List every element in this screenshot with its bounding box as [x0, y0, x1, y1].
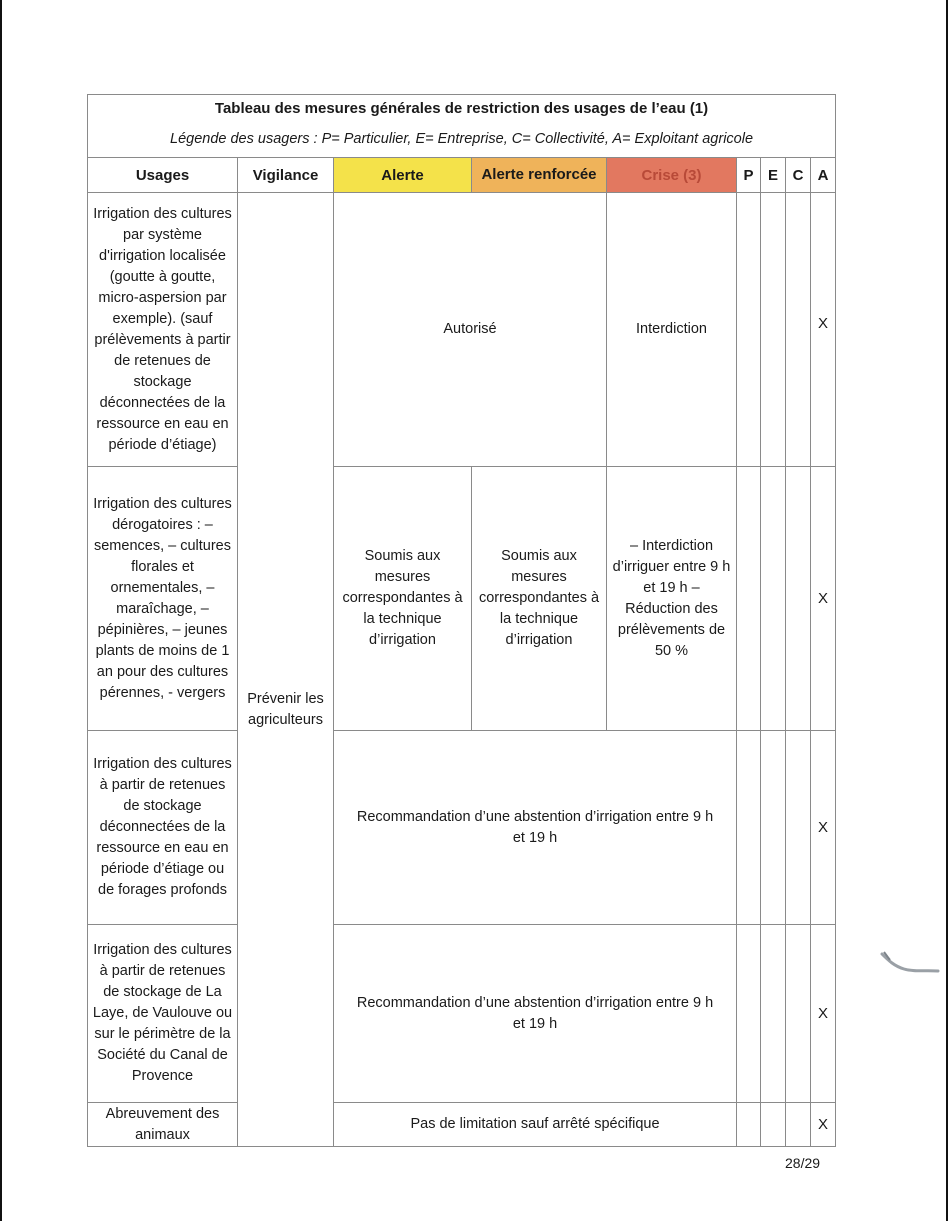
table-row: [88, 193, 836, 467]
table-title: Tableau des mesures générales de restriction des usages de l’eau (1): [88, 95, 836, 122]
table-row: [88, 731, 836, 925]
usage-cell: Irrigation des cultures par système d'irrigation localisée (goutte à goutte, micro-aspersion par exemple). (sauf prélèvements à partir de retenues de stockage déconnectées de la ressource en eau en période d’étiage): [88, 193, 238, 467]
cell-c: [786, 731, 811, 925]
measure-recommandation: Recommandation d’une abstention d’irrigation entre 9 h et 19 h: [334, 925, 737, 1103]
header-c: C: [786, 158, 811, 193]
restrictions-table: [87, 94, 836, 1147]
measure-recommandation: Recommandation d’une abstention d’irrigation entre 9 h et 19 h: [334, 731, 737, 925]
page-number: 28/29: [785, 1155, 821, 1171]
header-alerte-renforcee: Alerte renforcée: [472, 158, 607, 193]
usage-cell: Irrigation des cultures à partir de retenues de stockage de La Laye, de Vaulouve ou sur le périmètre de la Société du Canal de Provence: [88, 925, 238, 1103]
table-row: [88, 925, 836, 1103]
cell-p: [737, 731, 761, 925]
header-usages: Usages: [88, 158, 238, 193]
header-crise: Crise (3): [607, 158, 737, 193]
cell-a-mark: X: [811, 193, 836, 467]
cell-p: [737, 925, 761, 1103]
header-row: [88, 158, 836, 193]
table-row: [88, 467, 836, 731]
header-a: A: [811, 158, 836, 193]
header-p: P: [737, 158, 761, 193]
cell-p: [737, 193, 761, 467]
measure-alerte: Soumis aux mesures correspondantes à la technique d’irrigation: [334, 467, 472, 731]
table-legend: Légende des usagers : P= Particulier, E= Entreprise, C= Collectivité, A= Exploitant agricole: [88, 121, 836, 158]
cell-a-mark: X: [811, 925, 836, 1103]
page-edge-left: [0, 0, 2, 1221]
cell-a-mark: X: [811, 731, 836, 925]
cell-c: [786, 193, 811, 467]
cell-p: [737, 1103, 761, 1147]
measure-autorise: Autorisé: [334, 193, 607, 467]
cell-e: [761, 1103, 786, 1147]
cell-e: [761, 193, 786, 467]
usage-cell: Abreuvement des animaux: [88, 1103, 238, 1147]
measure-crise: – Interdiction d’irriguer entre 9 h et 19 h – Réduction des prélèvements de 50 %: [607, 467, 737, 731]
measure-alerte-renforcee: Soumis aux mesures correspondantes à la technique d’irrigation: [472, 467, 607, 731]
vigilance-cell: Prévenir les agriculteurs: [238, 193, 334, 1147]
measure-pas-de-limitation: Pas de limitation sauf arrêté spécifique: [334, 1103, 737, 1147]
cell-a-mark: X: [811, 467, 836, 731]
table-row: [88, 1103, 836, 1147]
usage-cell: Irrigation des cultures à partir de retenues de stockage déconnectées de la ressource en eau en période d’étiage ou de forages profonds: [88, 731, 238, 925]
header-e: E: [761, 158, 786, 193]
cell-c: [786, 925, 811, 1103]
cell-a-mark: X: [811, 1103, 836, 1147]
cell-e: [761, 925, 786, 1103]
cell-c: [786, 467, 811, 731]
cell-c: [786, 1103, 811, 1147]
scan-mark-decoration: [880, 950, 940, 976]
cell-e: [761, 467, 786, 731]
measure-crise: Interdiction: [607, 193, 737, 467]
cell-p: [737, 467, 761, 731]
header-vigilance: Vigilance: [238, 158, 334, 193]
cell-e: [761, 731, 786, 925]
header-alerte: Alerte: [334, 158, 472, 193]
usage-cell: Irrigation des cultures dérogatoires : – semences, – cultures florales et ornementales, – maraîchage, – pépinières, – jeunes plants de moins de 1 an pour des cultures pérennes, - vergers: [88, 467, 238, 731]
